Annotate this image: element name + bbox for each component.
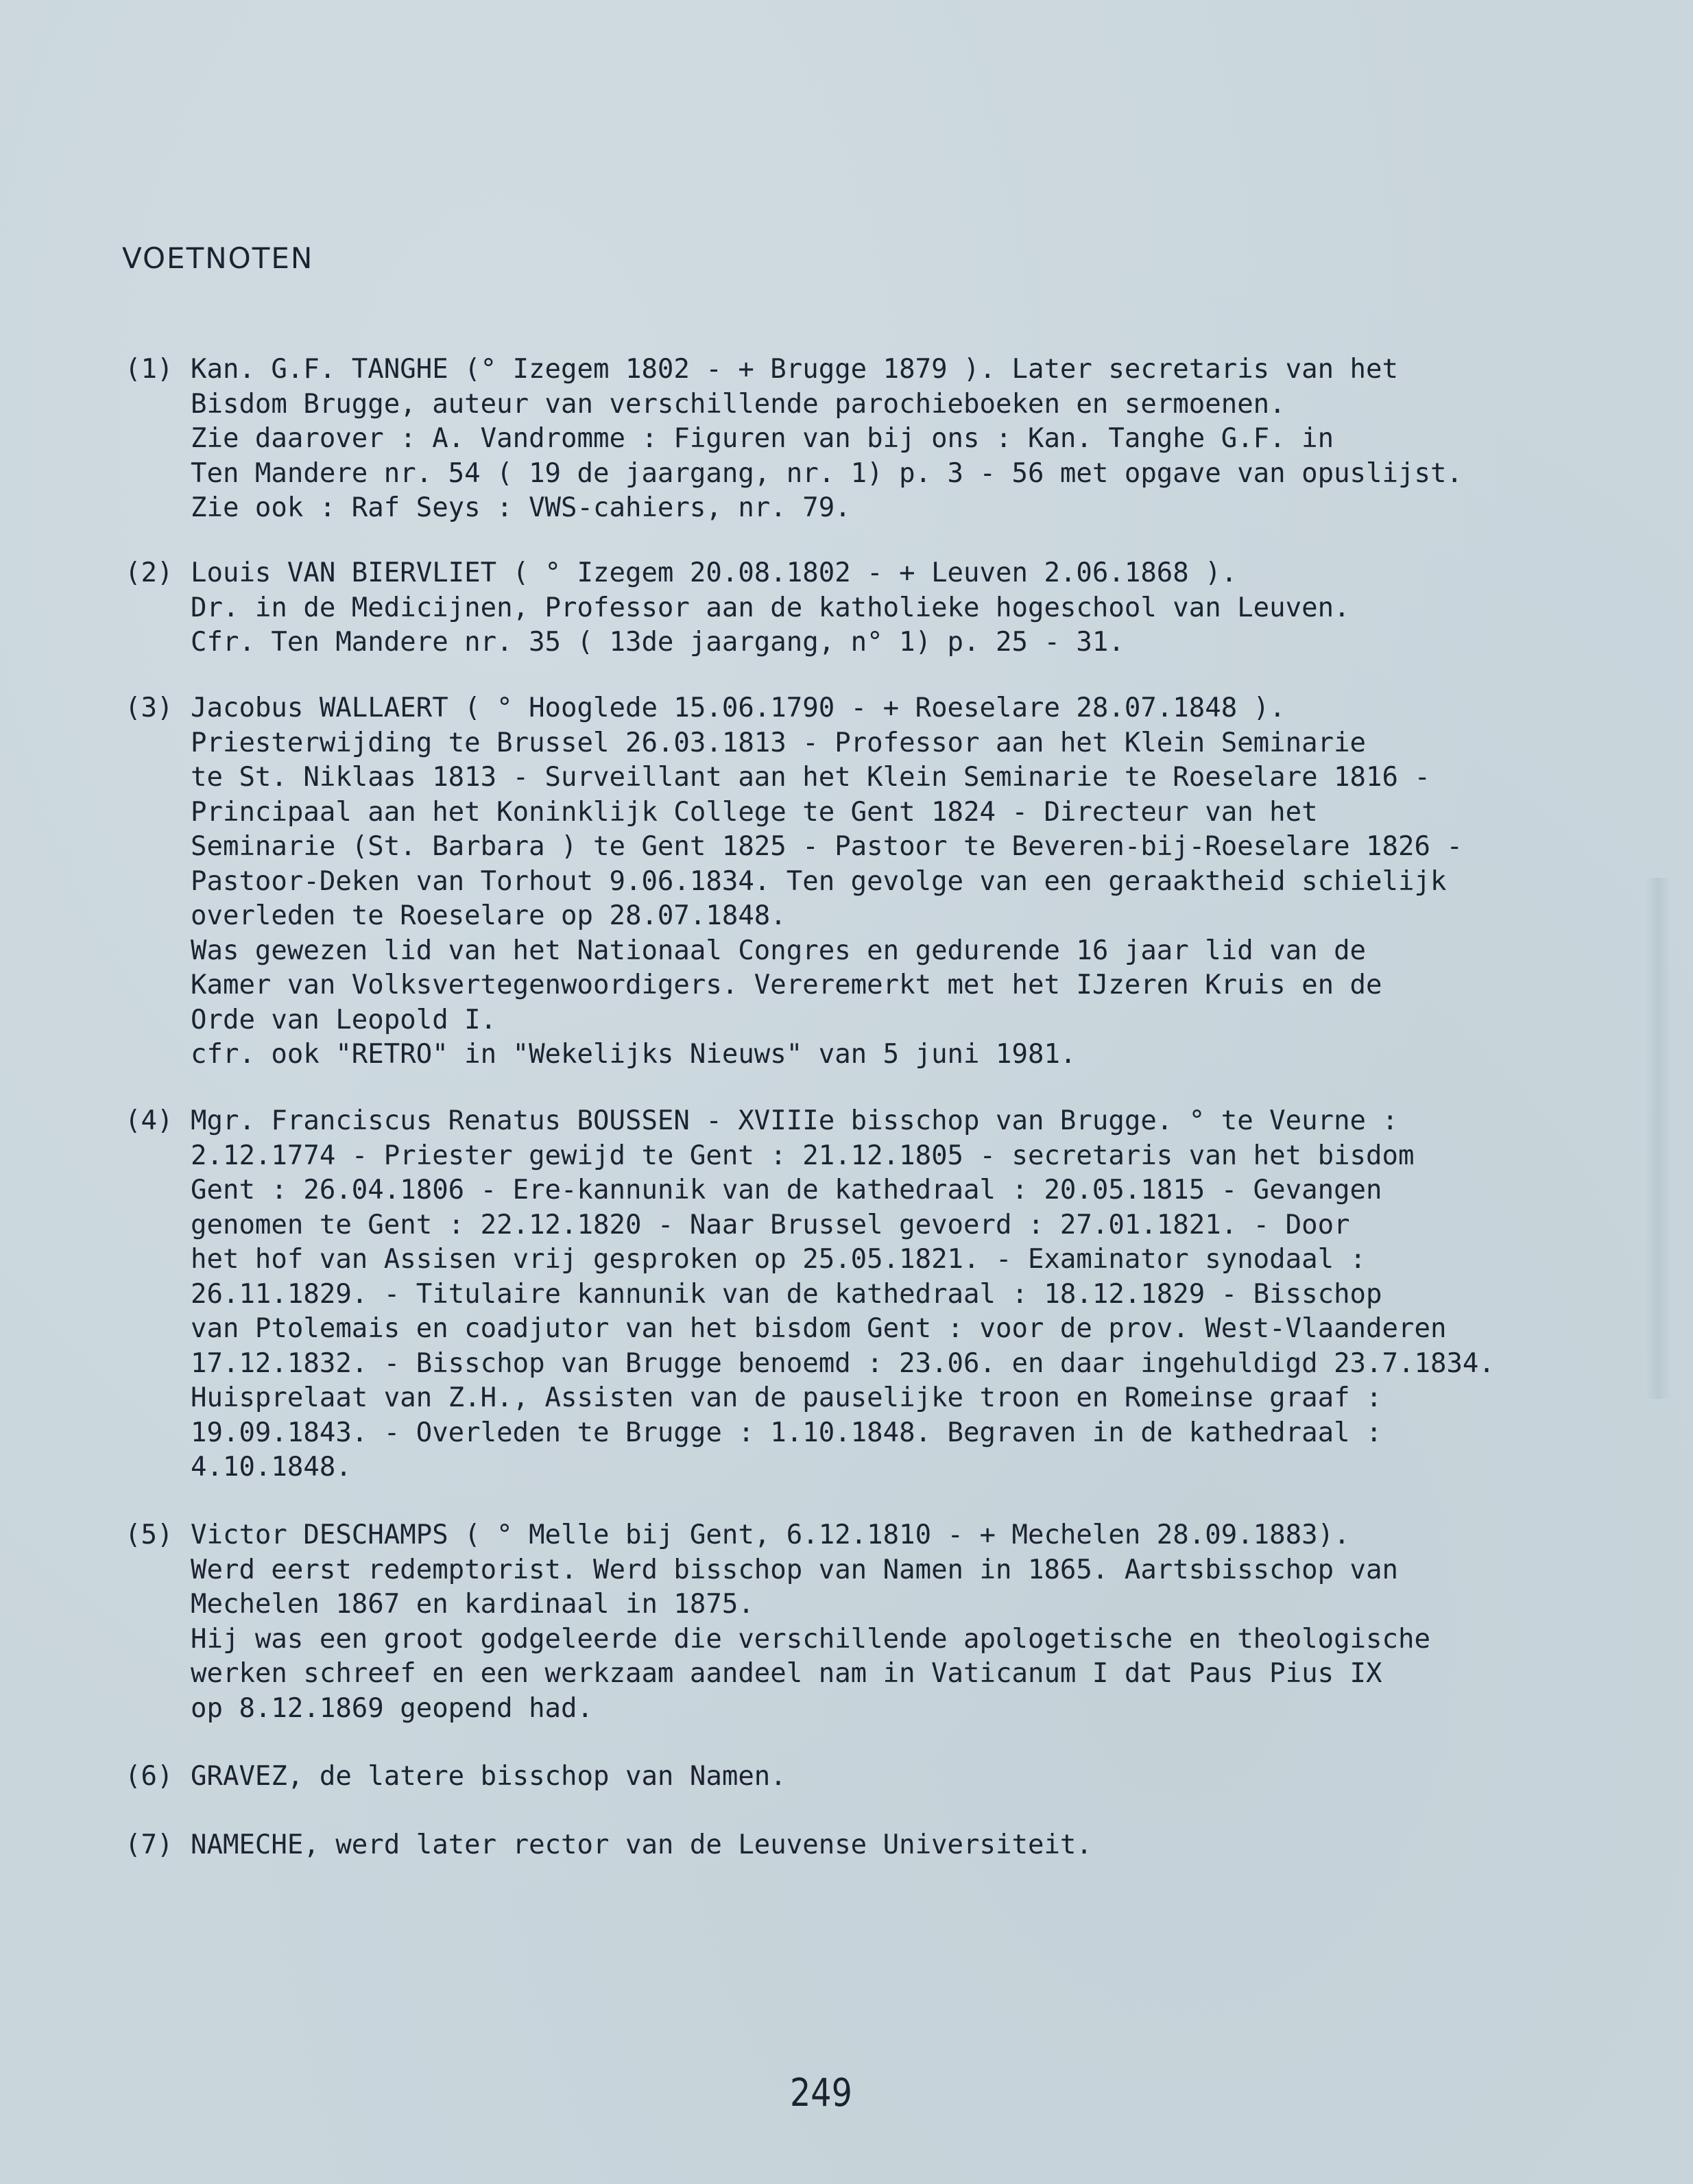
footnote-line: cfr. ook "RETRO" in "Wekelijks Nieuws" van 5 juni 1981. [191,1039,1077,1070]
footnote-line: Zie daarover : A. Vandromme : Figuren van bij ons : Kan. Tanghe G.F. in [191,423,1334,454]
footnote-line: overleden te Roeselare op 28.07.1848. [191,900,787,931]
footnote-line: van Ptolemais en coadjutor van het bisdom Gent : voor de prov. West-Vlaanderen [191,1313,1447,1344]
footnote-line: het hof van Assisen vrij gesproken op 25.05.1821. - Examinator synodaal : [191,1244,1367,1275]
footnote-number: (5) [125,1520,173,1550]
footnote-body [191,1104,1495,1485]
footnote-line: op 8.12.1869 geopend had. [191,1692,593,1724]
page-number: 249 [790,2071,852,2115]
footnote-line: 17.12.1832. - Bisschop van Brugge benoemd : 23.06. en daar ingehuldigd 23.7.1834. [191,1347,1495,1379]
footnote-line: Dr. in de Medicijnen, Professor aan de katholieke hogeschool van Leuven. [191,592,1350,623]
footnote-line: Ten Mandere nr. 54 ( 19 de jaargang, nr. 1) p. 3 - 56 met opgave van opuslijst. [191,457,1463,489]
margin-bleed-mark [1646,878,1670,1399]
footnote-body [191,1828,1092,1863]
footnote-line: Was gewezen lid van het Nationaal Congres en gedurende 16 jaar lid van de [191,935,1367,966]
footnote-body [191,556,1350,660]
footnote-line: Pastoor-Deken van Torhout 9.06.1834. Ten gevolge van een geraaktheid schielijk [191,865,1447,897]
footnote-body [191,1760,787,1795]
footnote-line: 2.12.1774 - Priester gewijd te Gent : 21.12.1805 - secretaris van het bisdom [191,1140,1415,1171]
footnote-line: Bisdom Brugge, auteur van verschillende parochieboeken en sermoenen. [191,388,1286,420]
page-heading: VOETNOTEN [122,241,314,275]
footnote-body [191,691,1463,1072]
footnote-line: Kamer van Volksvertegenwoordigers. Vereremerkt met het IJzeren Kruis en de [191,970,1382,1000]
footnote-line: Cfr. Ten Mandere nr. 35 ( 13de jaargang, n° 1) p. 25 - 31. [191,627,1125,658]
footnote-line: Principaal aan het Koninklijk College te Gent 1824 - Directeur van het [191,796,1318,828]
footnote-line: GRAVEZ, de latere bisschop van Namen. [191,1761,787,1792]
footnote-line: Orde van Leopold I. [191,1004,497,1035]
footnote-line: Louis VAN BIERVLIET ( ° Izegem 20.08.1802 - + Leuven 2.06.1868 ). [191,557,1238,588]
footnote-number: (7) [125,1829,173,1860]
footnote-number: (6) [125,1761,173,1792]
footnote-body [191,1518,1430,1726]
footnote-line: 4.10.1848. [191,1452,352,1483]
footnote-line: 19.09.1843. - Overleden te Brugge : 1.10.1848. Begraven in de kathedraal : [191,1417,1382,1448]
footnote-number: (1) [125,354,173,385]
footnote-line: werken schreef en een werkzaam aandeel nam in Vaticanum I dat Paus Pius IX [191,1658,1382,1689]
footnote-number: (4) [125,1105,173,1136]
footnote-line: Gent : 26.04.1806 - Ere-kannunik van de kathedraal : 20.05.1815 - Gevangen [191,1175,1382,1205]
footnote-line: Kan. G.F. TANGHE (° Izegem 1802 - + Brugge 1879 ). Later secretaris van het [191,354,1398,385]
footnote-number: (3) [125,693,173,723]
footnote-line: 26.11.1829. - Titulaire kannunik van de kathedraal : 18.12.1829 - Bisschop [191,1278,1382,1310]
footnote-line: Werd eerst redemptorist. Werd bisschop van Namen in 1865. Aartsbisschop van [191,1554,1398,1585]
footnote-line: Hij was een groot godgeleerde die verschillende apologetische en theologische [191,1623,1430,1655]
footnote-line: Mechelen 1867 en kardinaal in 1875. [191,1589,754,1620]
footnote-line: Zie ook : Raf Seys : VWS-cahiers, nr. 79. [191,492,851,523]
footnote-line: Mgr. Franciscus Renatus BOUSSEN - XVIIIe bisschop van Brugge. ° te Veurne : [191,1105,1398,1136]
footnote-body [191,352,1463,526]
footnote-line: genomen te Gent : 22.12.1820 - Naar Brussel gevoerd : 27.01.1821. - Door [191,1209,1350,1240]
footnote-number: (2) [125,557,173,588]
footnote-line: Seminarie (St. Barbara ) te Gent 1825 - Pastoor te Beveren-bij-Roeselare 1826 - [191,831,1463,862]
footnote-line: NAMECHE, werd later rector van de Leuvense Universiteit. [191,1829,1092,1860]
footnote-line: Priesterwijding te Brussel 26.03.1813 - Professor aan het Klein Seminarie [191,727,1367,758]
footnote-line: Huisprelaat van Z.H., Assisten van de pauselijke troon en Romeinse graaf : [191,1382,1382,1413]
footnote-line: te St. Niklaas 1813 - Surveillant aan het Klein Seminarie te Roeselare 1816 - [191,762,1430,793]
footnote-line: Jacobus WALLAERT ( ° Hooglede 15.06.1790 - + Roeselare 28.07.1848 ). [191,693,1286,723]
footnote-line: Victor DESCHAMPS ( ° Melle bij Gent, 6.12.1810 - + Mechelen 28.09.1883). [191,1520,1350,1550]
